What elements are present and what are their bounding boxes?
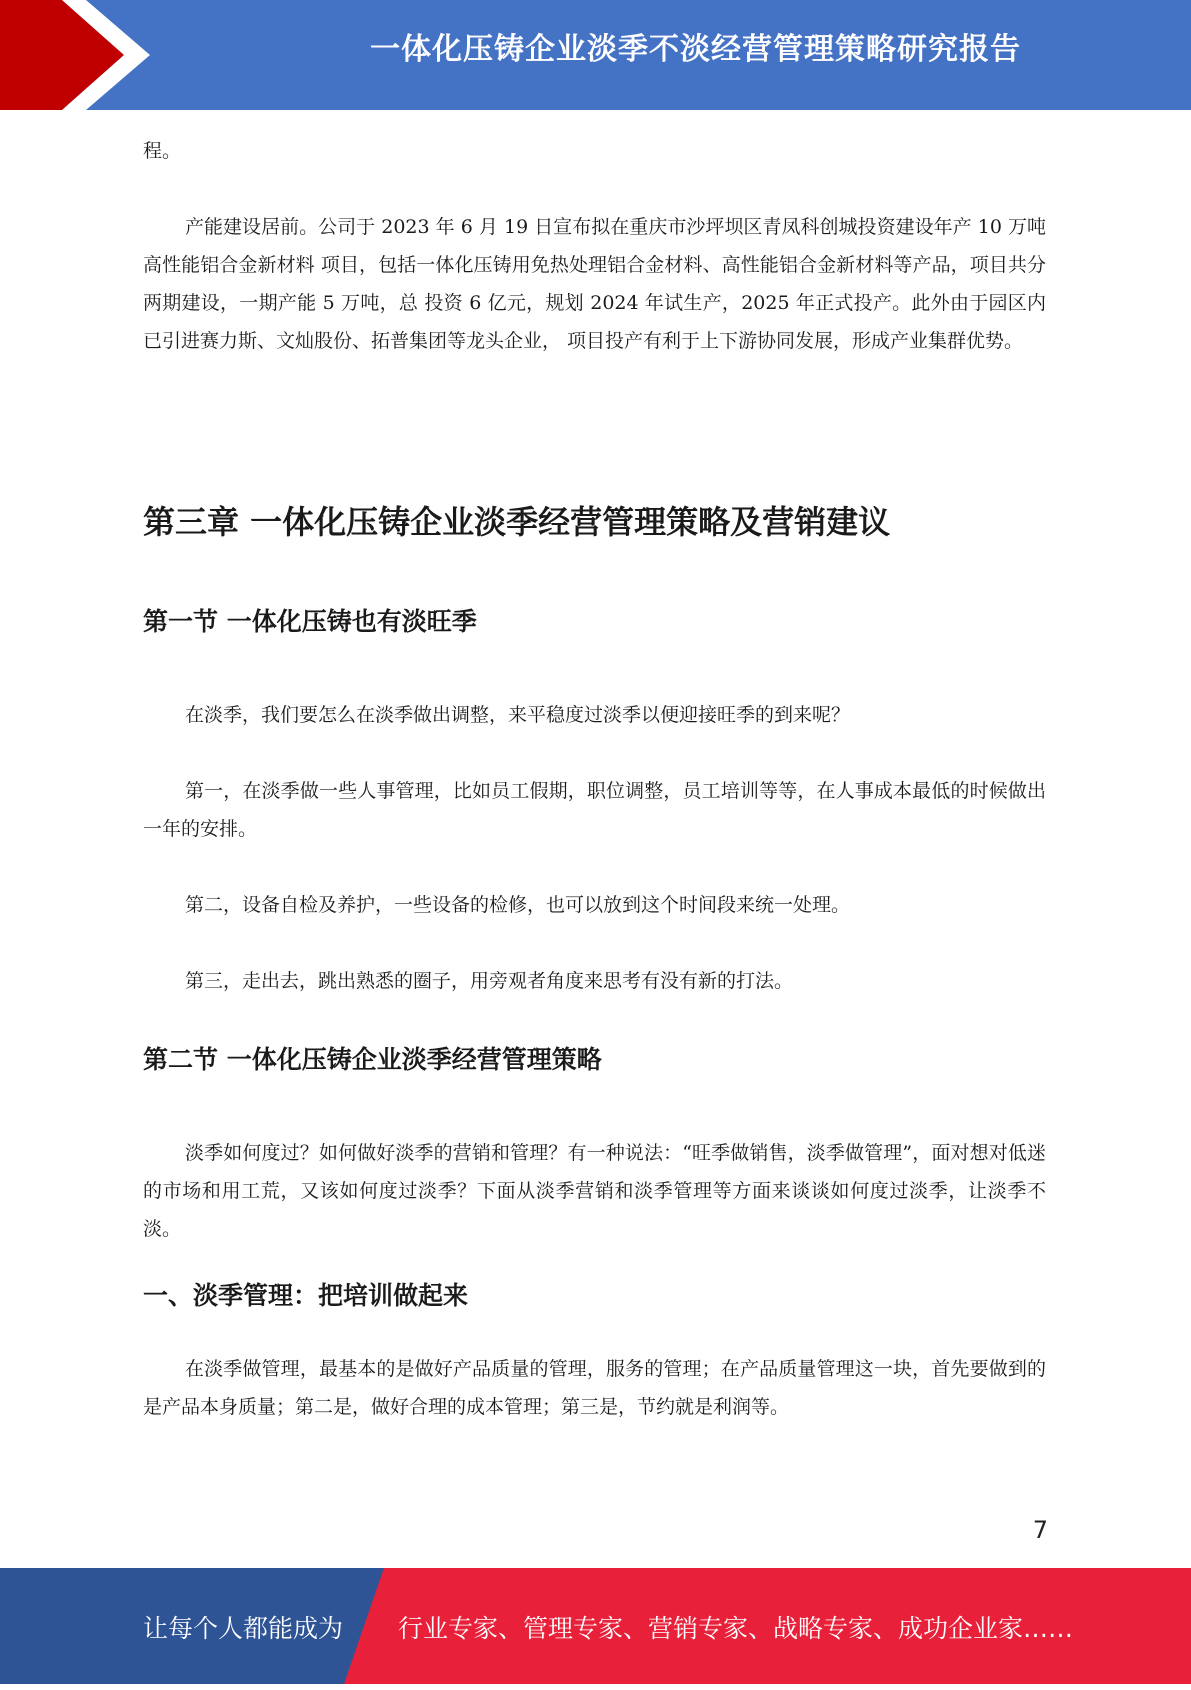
footer-slogan-right: 行业专家、管理专家、营销专家、战略专家、成功企业家…… bbox=[398, 1614, 1074, 1643]
paragraph-point-3: 第三，走出去，跳出熟悉的圈子，用旁观者角度来思考有没有新的打法。 bbox=[185, 970, 794, 992]
paragraph-point-1: 第一，在淡季做一些人事管理，比如员工假期，职位调整，员工培训等等，在人事成本最低的时候做出一年的安排。 bbox=[143, 780, 1046, 840]
paragraph-continuation: 程。 bbox=[143, 140, 182, 162]
paragraph-management: 在淡季做管理，最基本的是做好产品质量的管理，服务的管理；在产品质量管理这一块，首先要做到的是产品本身质量；第二是，做好合理的成本管理；第三是，节约就是利润等。 bbox=[143, 1358, 1046, 1418]
paragraph-strategy: 淡季如何度过？如何做好淡季的营销和管理？有一种说法：“旺季做销售，淡季做管理”，面对想对低迷的市场和用工荒，又该如何度过淡季？下面从淡季营销和淡季管理等方面来谈谈如何度过淡季，让淡季不淡。 bbox=[143, 1142, 1046, 1240]
chapter-title: 第三章 一体化压铸企业淡季经营管理策略及营销建议 bbox=[143, 503, 891, 541]
section-title-2: 第二节 一体化压铸企业淡季经营管理策略 bbox=[143, 1045, 602, 1074]
subsection-title-1: 一、淡季管理：把培训做起来 bbox=[143, 1281, 469, 1310]
page-header bbox=[0, 0, 1191, 110]
paragraph-capacity: 产能建设居前。公司于 2023 年 6 月 19 日宣布拟在重庆市沙坪坝区青凤科创城投资建设年产 10 万吨高性能铝合金新材料 项目，包括一体化压铸用免热处理铝合金材料、高性能铝合金新材料等产品，项目共分两期建设，一期产能 5 万吨，总 投资 6 亿元，规划 2024 年试生产，2025 年正式投产。此外由于园区内已引进赛力斯、文灿股份、拓普集团等龙头企业， 项目投产有利于上下游协同发展，形成产业集群优势。 bbox=[143, 216, 1046, 352]
document-title: 一体化压铸企业淡季不淡经营管理策略研究报告 bbox=[370, 32, 1021, 67]
footer-slogan-left: 让每个人都能成为 bbox=[143, 1614, 344, 1643]
page-number: 7 bbox=[1032, 1516, 1048, 1544]
page-content bbox=[143, 132, 1046, 1426]
page-footer bbox=[0, 1568, 1191, 1684]
paragraph-intro: 在淡季，我们要怎么在淡季做出调整，来平稳度过淡季以便迎接旺季的到来呢？ bbox=[185, 704, 851, 726]
section-title-1: 第一节 一体化压铸也有淡旺季 bbox=[143, 607, 477, 636]
paragraph-point-2: 第二，设备自检及养护，一些设备的检修，也可以放到这个时间段来统一处理。 bbox=[185, 894, 851, 916]
